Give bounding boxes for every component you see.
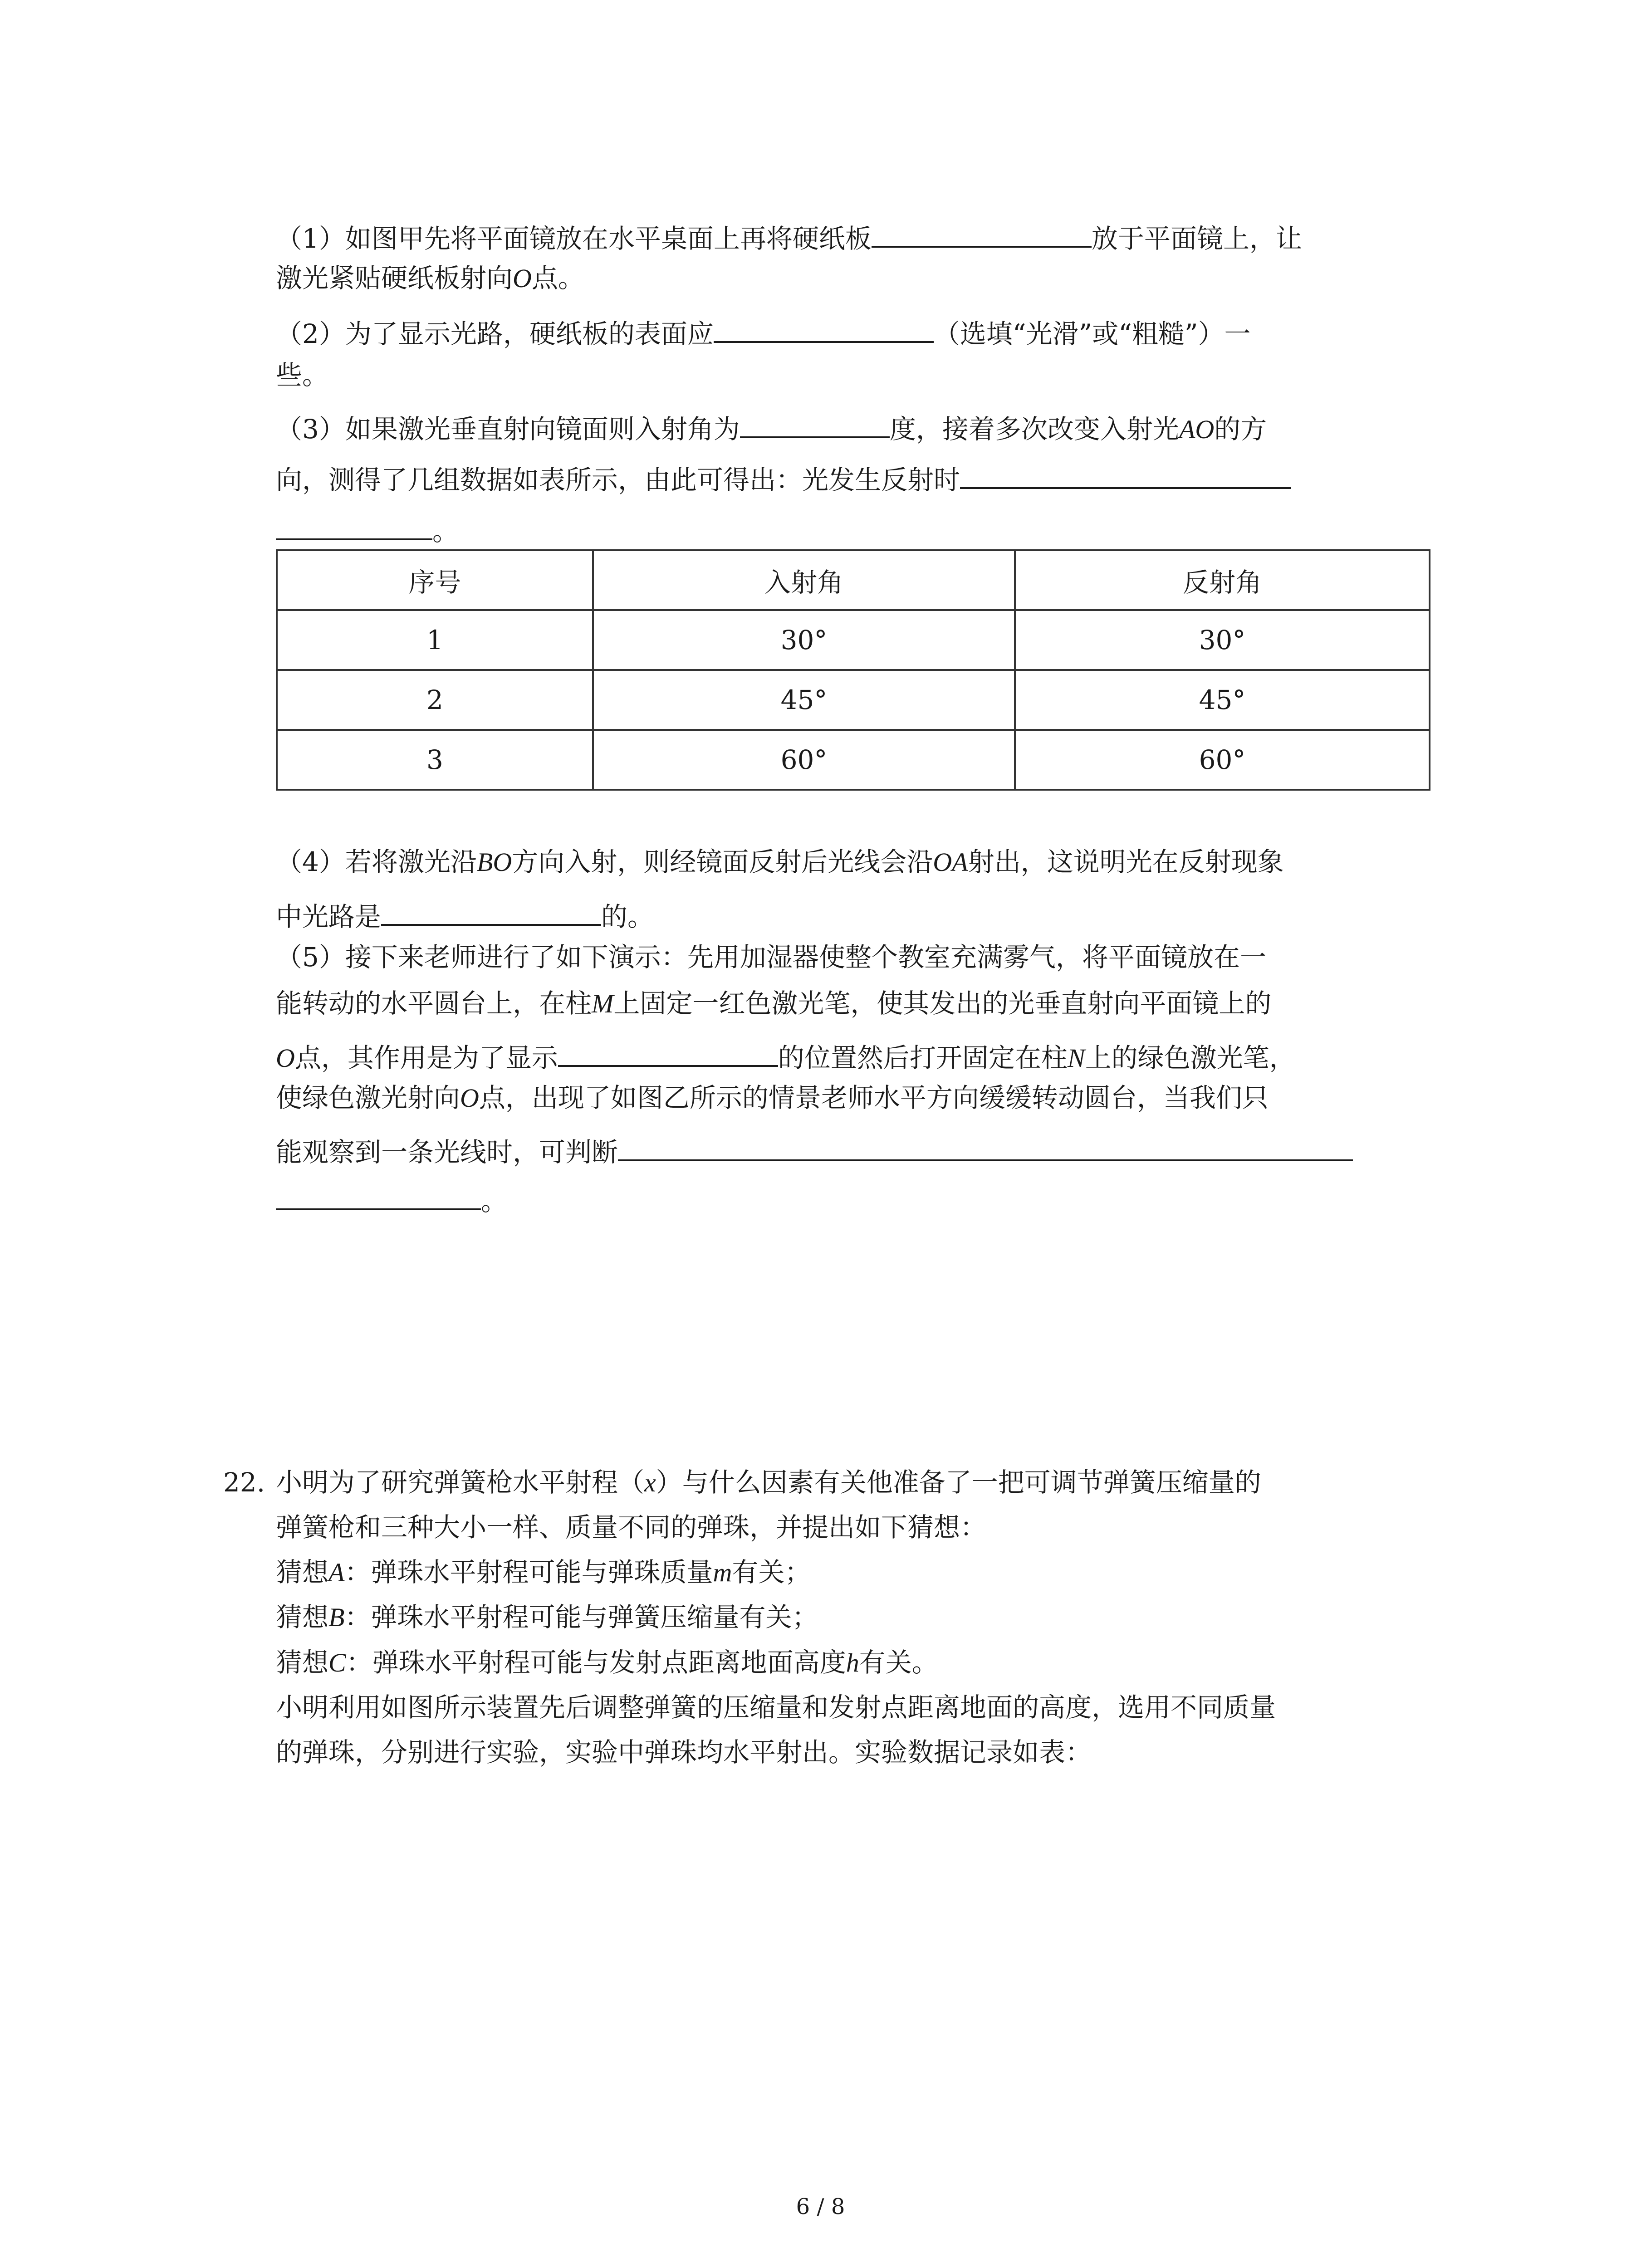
q21-p2-line1: （2）为了显示光路，硬纸板的表面应 （选填“光滑”或“粗糙”）一 [276,311,1251,352]
answer-blank-5[interactable] [381,894,601,926]
q21-p5-line6: 。 [276,1178,507,1219]
q21-p5-line5: 能观察到一条光线时，可判断 [276,1129,1353,1170]
answer-blank-7-cont[interactable] [276,1178,481,1210]
q22-guess-c: 猜想C：弹珠水平射程可能与发射点距离地面高度h有关。 [276,1647,938,1678]
q21-p1-line2: 激光紧贴硬纸板射向O点。 [276,263,584,293]
reflection-data-table [276,549,1430,791]
q21-p5-line3: O点，其作用是为了显示 的位置然后打开固定在柱N上的绿色激光笔， [276,1035,1296,1076]
table-cell: 1 [277,610,593,670]
answer-blank-6[interactable] [558,1035,778,1067]
table-cell: 60° [1015,730,1430,790]
answer-blank-4[interactable] [960,457,1291,489]
answer-blank-3[interactable] [740,406,890,438]
table-header-row [277,550,1430,610]
table-cell: 45° [593,670,1015,730]
table-header: 反射角 [1015,550,1430,610]
table-cell: 30° [593,610,1015,670]
q21-p5-line1: （5）接下来老师进行了如下演示：先用加湿器使整个教室充满雾气，将平面镜放在一 [276,942,1266,973]
q21-p5-line2: 能转动的水平圆台上，在柱M上固定一红色激光笔，使其发出的光垂直射向平面镜上的 [276,988,1272,1019]
answer-blank-4-cont[interactable] [276,508,432,540]
table-row [277,610,1430,670]
answer-blank-2[interactable] [714,311,934,343]
table-cell: 60° [593,730,1015,790]
table-cell: 30° [1015,610,1430,670]
table-header: 入射角 [593,550,1015,610]
table-cell: 2 [277,670,593,730]
table-row [277,670,1430,730]
q22-line6: 小明利用如图所示装置先后调整弹簧的压缩量和发射点距离地面的高度，选用不同质量 [276,1692,1276,1723]
question-number-22: 22. [223,1467,265,1498]
q21-p3-line2: 向，测得了几组数据如表所示，由此可得出：光发生反射时 [276,457,1291,498]
q22-line2: 弹簧枪和三种大小一样、质量不同的弹珠，并提出如下猜想： [276,1512,987,1543]
q21-p4-line1: （4）若将激光沿BO方向入射，则经镜面反射后光线会沿OA射出，这说明光在反射现象 [276,846,1284,877]
q21-p3-line3: 。 [276,508,459,549]
q22-guess-a: 猜想A：弹珠水平射程可能与弹珠质量m有关； [276,1557,811,1588]
q21-p4-line2: 中光路是 的。 [276,894,654,935]
q21-p3-line1: （3）如果激光垂直射向镜面则入射角为 度，接着多次改变入射光AO的方 [276,406,1267,448]
q22-line1: 小明为了研究弹簧枪水平射程（x）与什么因素有关他准备了一把可调节弹簧压缩量的 [276,1467,1261,1498]
table-cell: 45° [1015,670,1430,730]
answer-blank-7[interactable] [618,1129,1353,1161]
q21-p1-line1: （1）如图甲先将平面镜放在水平桌面上再将硬纸板 放于平面镜上，让 [276,216,1302,257]
page-number: 6 / 8 [796,2194,845,2219]
answer-blank-1[interactable] [872,216,1092,248]
table-header: 序号 [277,550,593,610]
q21-p2-line2: 些。 [276,360,329,391]
table-cell: 3 [277,730,593,790]
q22-line7: 的弹珠，分别进行实验，实验中弹珠均水平射出。实验数据记录如表： [276,1737,1092,1768]
table-row [277,730,1430,790]
q21-p5-line4: 使绿色激光射向O点，出现了如图乙所示的情景老师水平方向缓缓转动圆台，当我们只 [276,1082,1269,1113]
q22-guess-b: 猜想B：弹珠水平射程可能与弹簧压缩量有关； [276,1602,818,1633]
